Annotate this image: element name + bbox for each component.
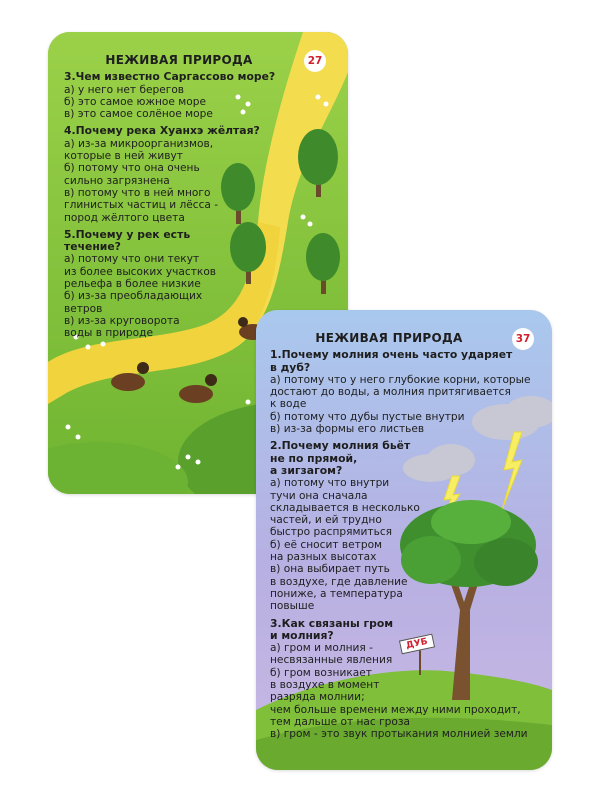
card-number-badge: 37 <box>512 328 534 350</box>
answer-line: частей, и ей трудно <box>270 514 382 527</box>
question-3-cont: и молния? <box>270 628 334 642</box>
answer-line: сильно загрязнена <box>64 174 170 187</box>
answer-line: быстро распрямиться <box>270 526 393 539</box>
answer-line: разряда молнии; <box>270 691 365 704</box>
question-2: 2.Почему молния бьёт <box>270 439 411 453</box>
sign-label: ДУБ <box>399 634 435 655</box>
question-1-cont: в дуб? <box>270 360 311 374</box>
answer-line: воды в природе <box>64 327 153 340</box>
question-1: 1.Почему молния очень часто ударяет <box>270 348 513 362</box>
question-2-cont: не по прямой, <box>270 451 358 465</box>
card-nonliving-nature-37 <box>256 310 552 770</box>
answer-line: складывается в несколько <box>270 501 420 514</box>
answer-line: в) гром - это звук протыкания молнией земли <box>270 728 528 741</box>
answer-line: тучи она сначала <box>270 489 368 502</box>
question-3: 3.Чем известно Саргассово море? <box>64 70 276 84</box>
answer-line: из более высоких участков <box>64 265 217 278</box>
answer-line: в) потому что в ней много <box>64 186 211 199</box>
question-5: 5.Почему у рек есть <box>64 227 191 241</box>
answer-line: в воздухе в момент <box>270 679 380 692</box>
question-3: 3.Как связаны гром <box>270 616 394 630</box>
answer-line: в) из-за формы его листьев <box>270 423 425 436</box>
answer-line: пород жёлтого цвета <box>64 211 185 224</box>
answer-line: а) потому что они текут <box>64 253 200 266</box>
answer-line: а) гром и молния - <box>270 642 373 655</box>
answer-line: повыше <box>270 600 315 613</box>
answer-line: ветров <box>64 302 103 315</box>
answer-line: а) потому что у него глубокие корни, которые <box>270 373 531 386</box>
answer-line: тем дальше от нас гроза <box>270 715 410 728</box>
answer-line: в) она выбирает путь <box>270 563 390 576</box>
answer-line: чем больше времени между ними проходит, <box>270 703 521 716</box>
card-text-block <box>64 54 294 340</box>
answer-line: к воде <box>270 398 307 411</box>
answer-line: в) это самое солёное море <box>64 108 213 121</box>
answer-line: достают до воды, а молния притягивается <box>270 386 511 399</box>
answer-line: пониже, а температура <box>270 587 403 600</box>
answer-line: несвязанные явления <box>270 654 393 667</box>
question-2-cont: а зигзагом? <box>270 463 343 477</box>
answer-line: б) её сносит ветром <box>270 538 383 551</box>
answer-line: б) потому что дубы пустые внутри <box>270 410 465 423</box>
answer-line: б) потому что она очень <box>64 162 200 175</box>
answer-line: в) из-за круговорота <box>64 314 180 327</box>
answer-line: которые в ней живут <box>64 150 183 163</box>
question-5-cont: течение? <box>64 240 121 254</box>
answer-line: б) гром возникает <box>270 666 372 679</box>
answer-line: а) у него нет берегов <box>64 83 185 96</box>
card-title: НЕЖИВАЯ ПРИРОДА <box>105 53 253 67</box>
answer-line: на разных высотах <box>270 551 377 564</box>
card-title: НЕЖИВАЯ ПРИРОДА <box>315 331 463 345</box>
answer-line: в воздухе, где давление <box>270 575 408 588</box>
card-number-badge: 27 <box>304 50 326 72</box>
answer-line: глинистых частиц и лёсса - <box>64 199 219 212</box>
answer-line: б) из-за преобладающих <box>64 290 203 303</box>
answer-line: рельефа в более низкие <box>64 278 201 291</box>
answer-line: а) потому что внутри <box>270 477 390 490</box>
answer-line: а) из-за микроорганизмов, <box>64 137 214 150</box>
question-4: 4.Почему река Хуанхэ жёлтая? <box>64 124 260 138</box>
answer-line: б) это самое южное море <box>64 95 207 108</box>
card-text-block <box>270 332 538 741</box>
